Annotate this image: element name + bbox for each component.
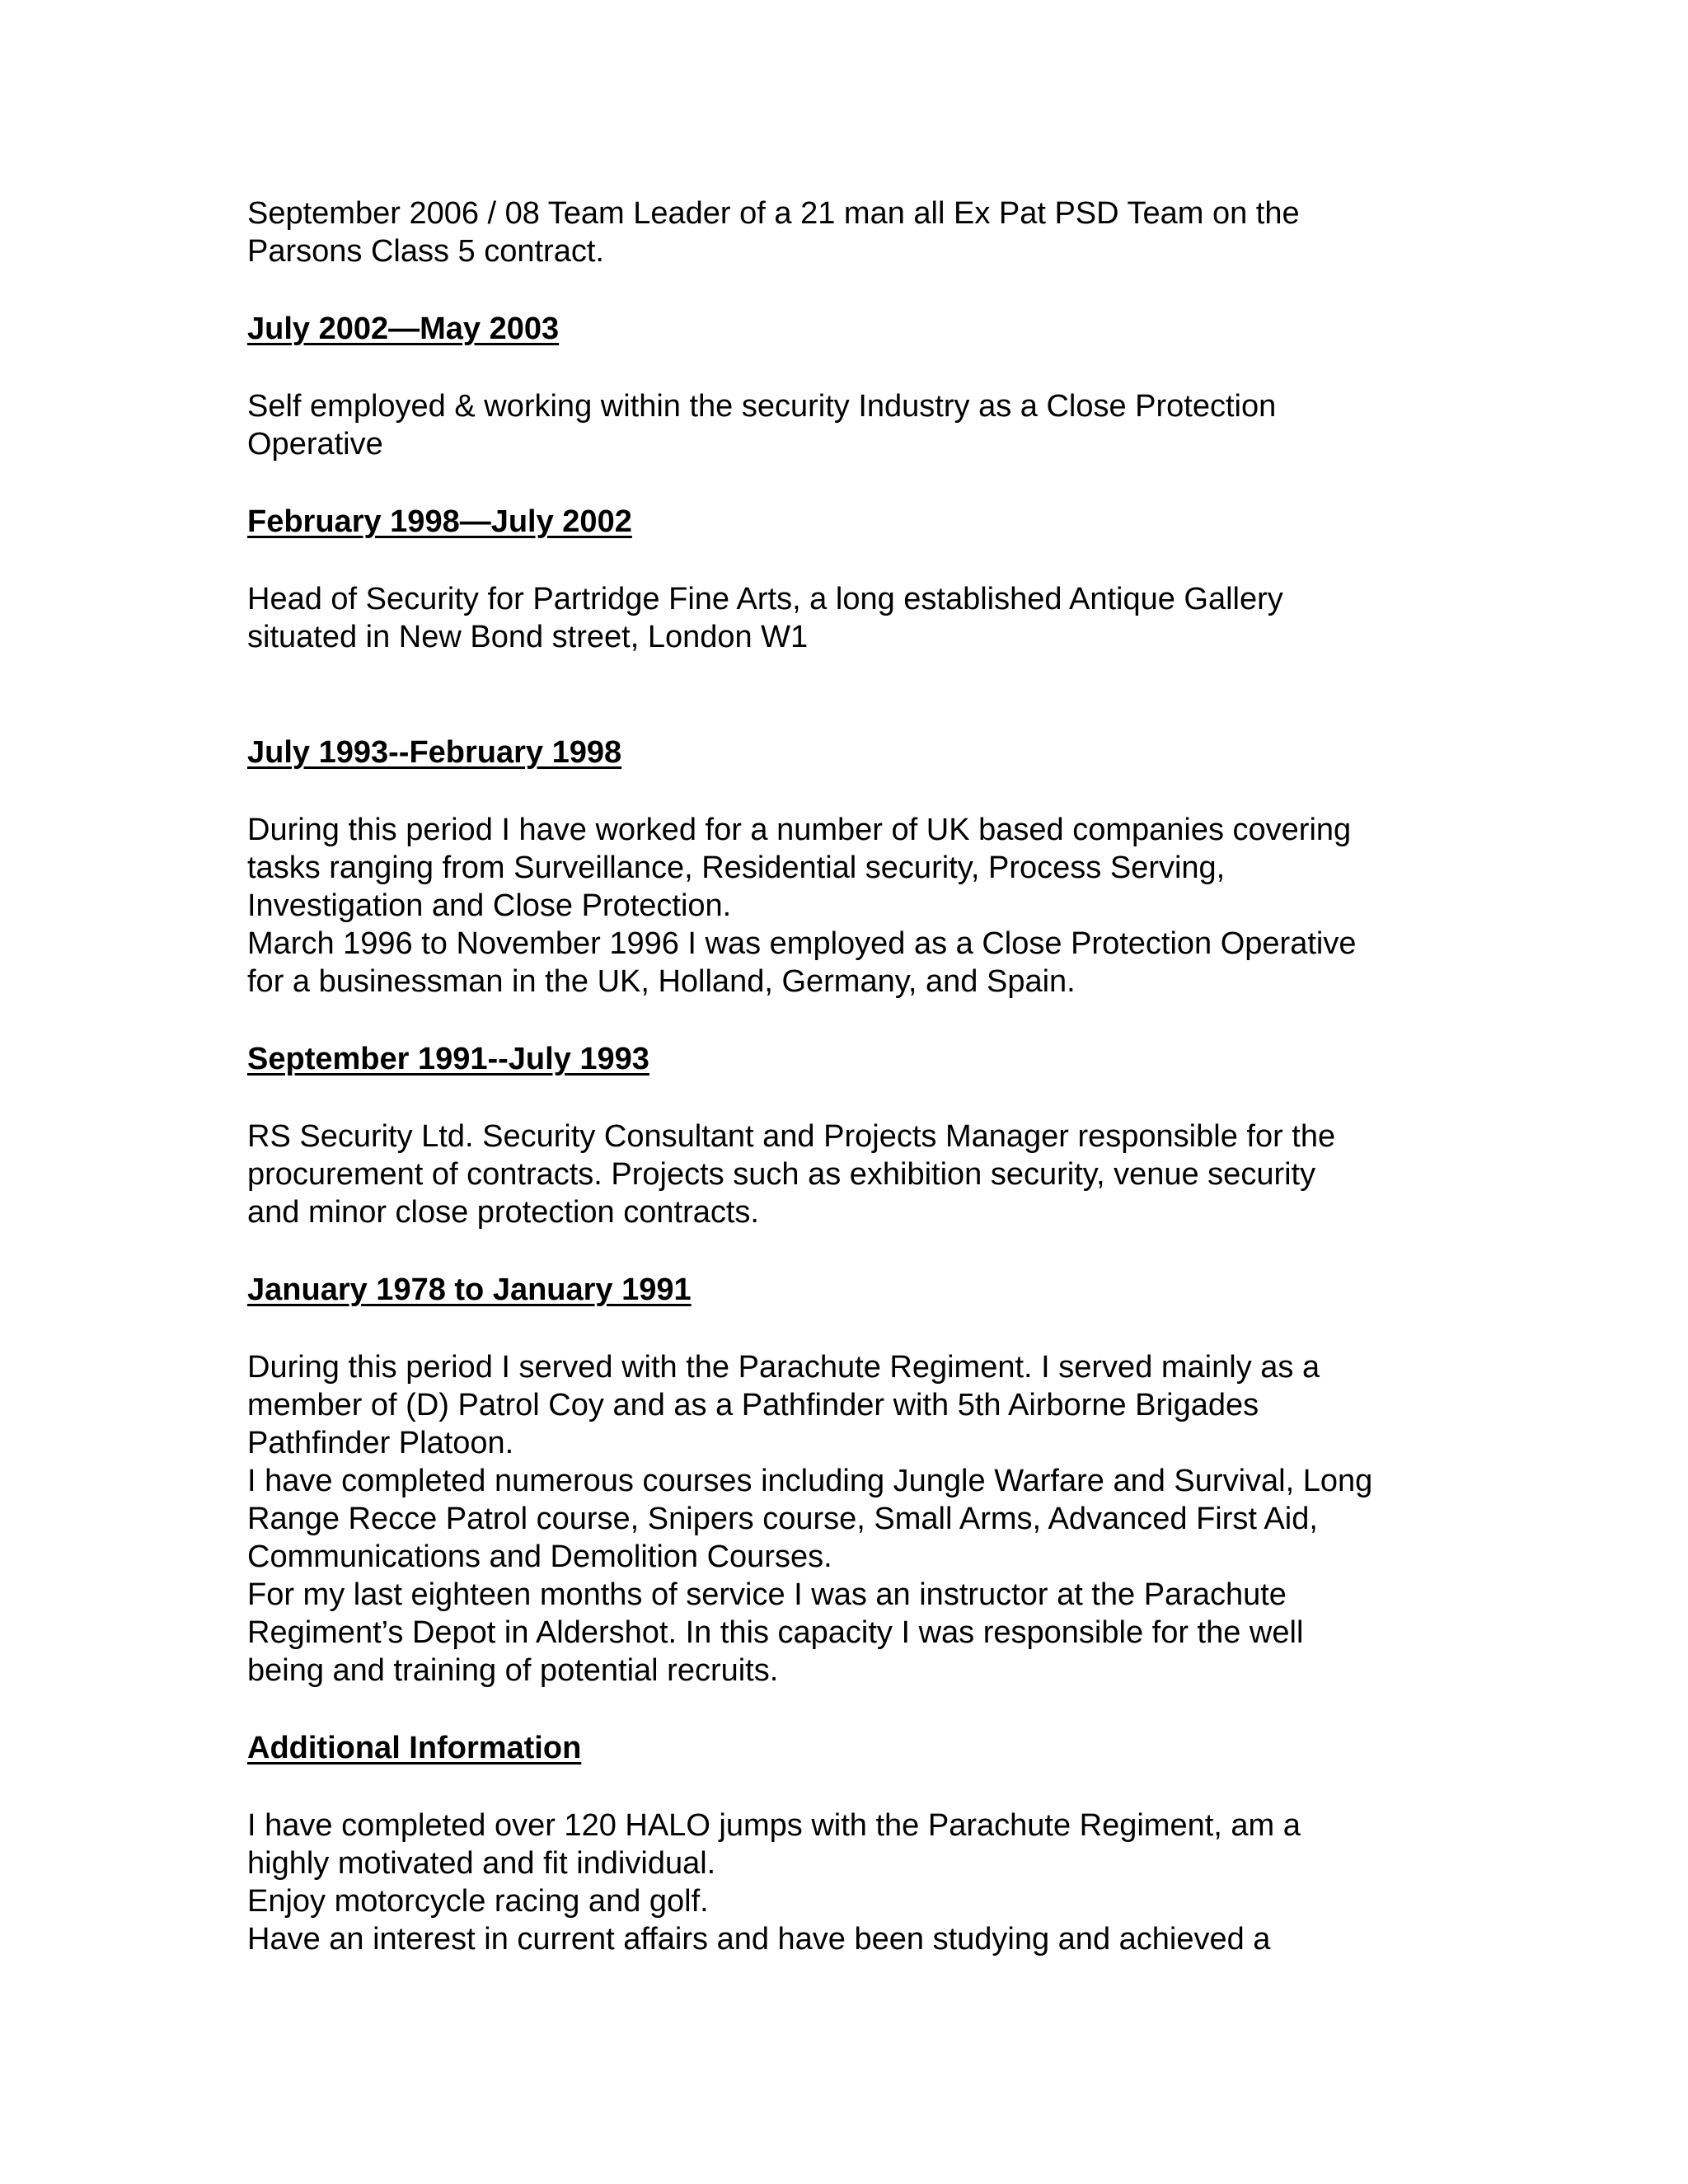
section-line: Head of Security for Partridge Fine Arts, a long established Antique Gallery [247,582,1283,616]
section-line: I have completed numerous courses including Jungle Warfare and Survival, Long [247,1464,1373,1498]
section-heading: January 1978 to January 1991 [247,1272,692,1307]
section-line: member of (D) Patrol Coy and as a Pathfinder with 5th Airborne Brigades [247,1388,1259,1422]
section-february-1998-july-2002 [247,503,1467,656]
section-heading: February 1998—July 2002 [247,504,632,539]
section-heading: July 2002—May 2003 [247,312,560,346]
section-line: Self employed & working within the security Industry as a Close Protection [247,389,1277,424]
section-line: Enjoy motorcycle racing and golf. [247,1884,709,1919]
document-body [247,194,1467,1958]
section-line: Communications and Demolition Courses. [247,1540,832,1574]
section-july-2002-may-2003 [247,310,1467,463]
section-line: Have an interest in current affairs and have been studying and achieved a [247,1922,1271,1957]
section-additional-information [247,1729,1467,1958]
section-heading: September 1991--July 1993 [247,1042,649,1076]
section-line: for a businessman in the UK, Holland, Germany, and Spain. [247,964,1076,999]
section-line: tasks ranging from Surveillance, Residential security, Process Serving, [247,851,1226,885]
section-line: being and training of potential recruits. [247,1653,779,1688]
section-line: and minor close protection contracts. [247,1195,759,1230]
section-line: I have completed over 120 HALO jumps with the Parachute Regiment, am a [247,1808,1301,1843]
section-line: RS Security Ltd. Security Consultant and Projects Manager responsible for the [247,1119,1336,1154]
section-heading: July 1993--February 1998 [247,735,622,770]
section-heading: Additional Information [247,1731,582,1765]
section-line: March 1996 to November 1996 I was employed as a Close Protection Operative [247,926,1357,961]
section-line: During this period I have worked for a number of UK based companies covering [247,813,1352,847]
intro-paragraph [247,194,1467,270]
section-line: Operative [247,427,383,462]
section-line: situated in New Bond street, London W1 [247,620,809,654]
intro-line-2: Parsons Class 5 contract. [247,234,604,269]
section-line: highly motivated and fit individual. [247,1846,716,1881]
section-line: Pathfinder Platoon. [247,1426,514,1460]
section-january-1978-january-1991 [247,1271,1467,1690]
section-line: procurement of contracts. Projects such as exhibition security, venue security [247,1157,1316,1192]
section-line: For my last eighteen months of service I was an instructor at the Parachute [247,1577,1287,1612]
section-september-1991-july-1993 [247,1040,1467,1231]
section-line: During this period I served with the Parachute Regiment. I served mainly as a [247,1350,1320,1385]
section-line: Range Recce Patrol course, Snipers course, Small Arms, Advanced First Aid, [247,1502,1318,1536]
section-line: Investigation and Close Protection. [247,888,732,923]
intro-line-1: September 2006 / 08 Team Leader of a 21 man all Ex Pat PSD Team on the [247,196,1300,231]
section-july-1993-february-1998 [247,733,1467,1001]
section-line: Regiment’s Depot in Aldershot. In this capacity I was responsible for the well [247,1615,1304,1650]
